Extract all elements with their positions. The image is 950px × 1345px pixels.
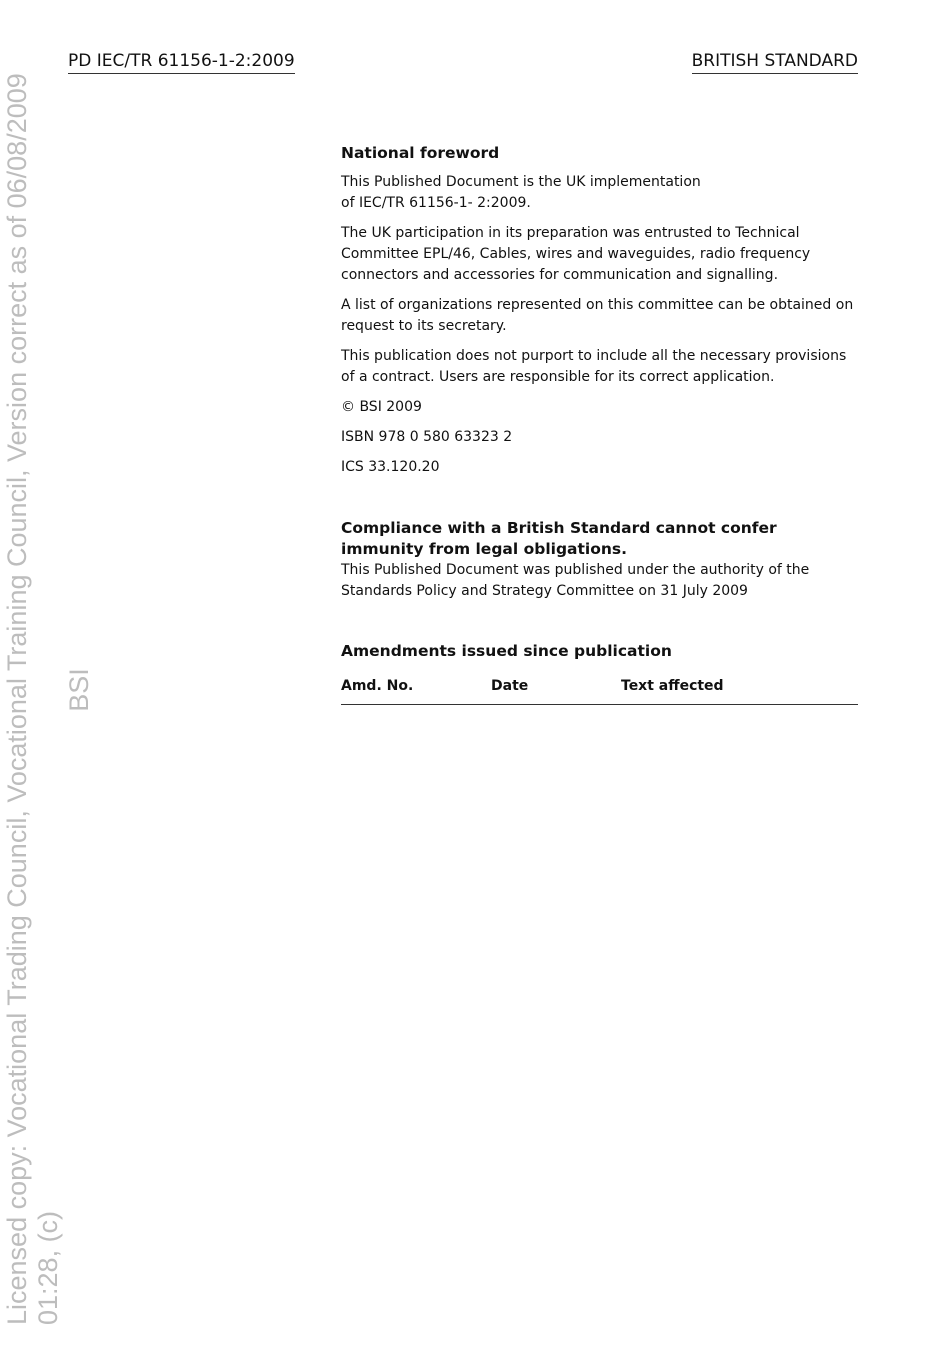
national-foreword-section bbox=[341, 142, 861, 705]
foreword-title: National foreword bbox=[341, 144, 500, 162]
copyright-line: © BSI 2009 bbox=[341, 399, 422, 415]
amendments-header-row bbox=[341, 676, 858, 705]
foreword-paragraph: A list of organizations represented on this committee can be obtained on request to its secretary. bbox=[341, 297, 854, 334]
compliance-statement: Compliance with a British Standard cannot confer immunity from legal obligations. bbox=[341, 519, 777, 558]
watermark-line-2: BSI bbox=[64, 668, 94, 712]
foreword-paragraph: This Published Document is the UK implementation of IEC/TR 61156-1- 2:2009. bbox=[341, 174, 701, 211]
license-watermark bbox=[2, 5, 95, 1325]
watermark-line-1: Licensed copy: Vocational Trading Council, Vocational Training Council, Version correct as of 06/08/2009 01:28, (c) bbox=[2, 73, 63, 1325]
amendments-table bbox=[341, 676, 858, 705]
column-header-text-affected: Text affected bbox=[621, 676, 858, 705]
standard-label: BRITISH STANDARD bbox=[692, 50, 858, 74]
document-code: PD IEC/TR 61156-1-2:2009 bbox=[68, 50, 295, 74]
foreword-paragraph: The UK participation in its preparation was entrusted to Technical Committee EPL/46, Cables, wires and waveguides, radio frequency connectors and accessories for communication and signalling. bbox=[341, 225, 811, 283]
ics-line: ICS 33.120.20 bbox=[341, 459, 440, 475]
column-header-amd-no: Amd. No. bbox=[341, 676, 491, 705]
isbn-line: ISBN 978 0 580 63323 2 bbox=[341, 429, 513, 445]
column-header-date: Date bbox=[491, 676, 621, 705]
publication-note: This Published Document was published under the authority of the Standards Policy and Strategy Committee on 31 July 2009 bbox=[341, 562, 810, 599]
amendments-title: Amendments issued since publication bbox=[341, 642, 672, 660]
foreword-paragraph: This publication does not purport to include all the necessary provisions of a contract. Users are responsible for its correct application. bbox=[341, 348, 847, 385]
